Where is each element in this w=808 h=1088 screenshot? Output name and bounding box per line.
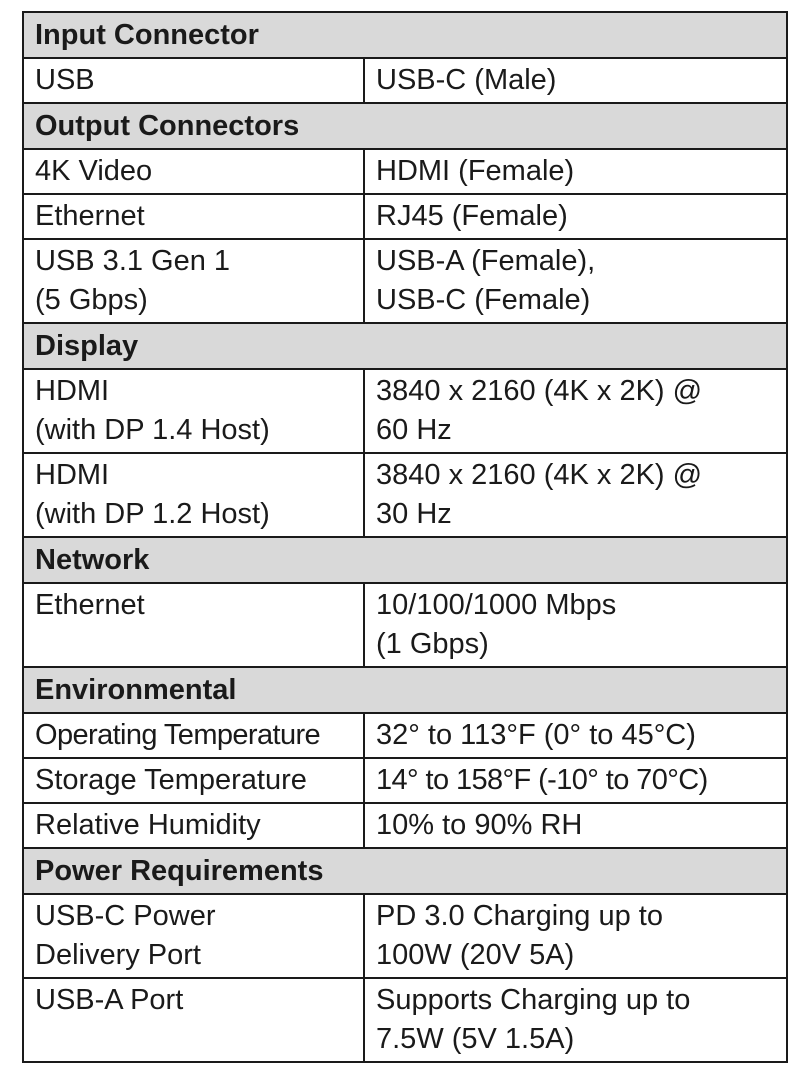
section-header-row xyxy=(23,103,787,149)
section-header-row xyxy=(23,667,787,713)
spec-label: USB xyxy=(23,58,364,103)
spec-label: USB-A Port xyxy=(23,978,364,1062)
spec-value: 3840 x 2160 (4K x 2K) @ 60 Hz xyxy=(364,369,787,453)
spec-value: 14° to 158°F (-10° to 70°C) xyxy=(364,758,787,803)
spec-label: HDMI (with DP 1.2 Host) xyxy=(23,453,364,537)
spec-value: 10% to 90% RH xyxy=(364,803,787,848)
section-title: Network xyxy=(23,537,787,583)
section-title: Input Connector xyxy=(23,12,787,58)
spec-value: 10/100/1000 Mbps (1 Gbps) xyxy=(364,583,787,667)
spec-row xyxy=(23,453,787,537)
spec-value: USB-A (Female), USB-C (Female) xyxy=(364,239,787,323)
spec-label: Ethernet xyxy=(23,194,364,239)
section-title: Environmental xyxy=(23,667,787,713)
spec-value: 32° to 113°F (0° to 45°C) xyxy=(364,713,787,758)
spec-value: 3840 x 2160 (4K x 2K) @ 30 Hz xyxy=(364,453,787,537)
spec-label: Relative Humidity xyxy=(23,803,364,848)
spec-row xyxy=(23,583,787,667)
section-title: Power Requirements xyxy=(23,848,787,894)
spec-row xyxy=(23,369,787,453)
section-title: Display xyxy=(23,323,787,369)
spec-label: 4K Video xyxy=(23,149,364,194)
spec-value: Supports Charging up to 7.5W (5V 1.5A) xyxy=(364,978,787,1062)
section-title: Output Connectors xyxy=(23,103,787,149)
section-header-row xyxy=(23,537,787,583)
spec-value: PD 3.0 Charging up to 100W (20V 5A) xyxy=(364,894,787,978)
spec-row xyxy=(23,894,787,978)
spec-row xyxy=(23,194,787,239)
spec-row xyxy=(23,758,787,803)
spec-row xyxy=(23,58,787,103)
section-header-row xyxy=(23,848,787,894)
spec-value: USB-C (Male) xyxy=(364,58,787,103)
specifications-table xyxy=(22,11,788,1063)
section-header-row xyxy=(23,12,787,58)
spec-label: Storage Temperature xyxy=(23,758,364,803)
spec-label: USB-C Power Delivery Port xyxy=(23,894,364,978)
spec-row xyxy=(23,803,787,848)
spec-label: HDMI (with DP 1.4 Host) xyxy=(23,369,364,453)
spec-row xyxy=(23,713,787,758)
spec-label: Ethernet xyxy=(23,583,364,667)
spec-label: Operating Temperature xyxy=(23,713,364,758)
spec-row xyxy=(23,978,787,1062)
spec-value: HDMI (Female) xyxy=(364,149,787,194)
spec-value: RJ45 (Female) xyxy=(364,194,787,239)
spec-label: USB 3.1 Gen 1 (5 Gbps) xyxy=(23,239,364,323)
spec-row xyxy=(23,149,787,194)
spec-row xyxy=(23,239,787,323)
section-header-row xyxy=(23,323,787,369)
